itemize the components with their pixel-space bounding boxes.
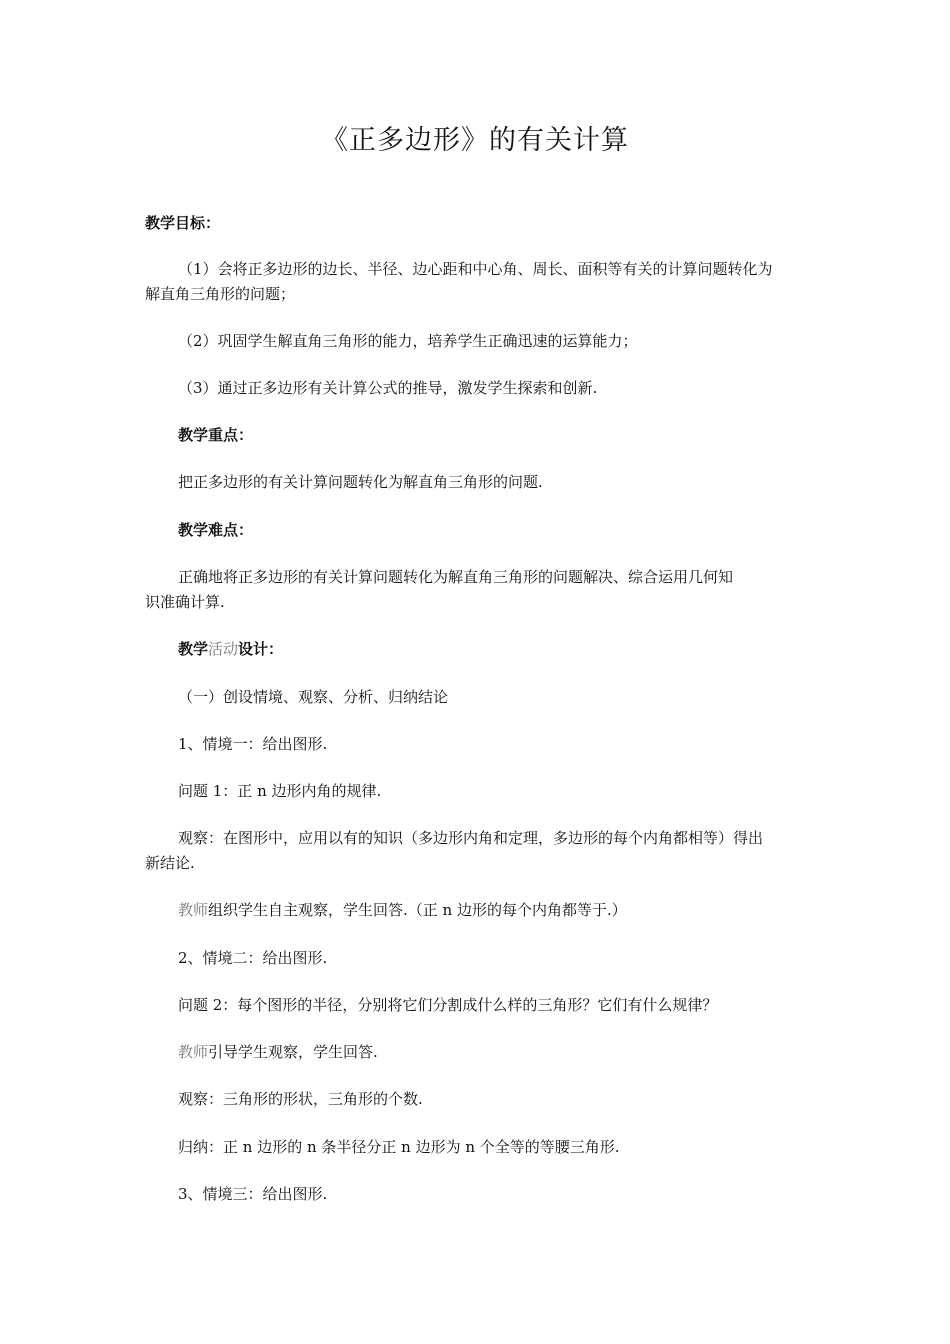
summary: 归纳：正 n 边形的 n 条半径分正 n 边形为 n 个全等的等腰三角形. [178, 1138, 620, 1156]
question-1: 问题 1：正 n 边形内角的规律. [178, 782, 382, 800]
difficulty-heading: 教学难点： [178, 521, 254, 539]
key-heading: 教学重点： [178, 426, 254, 444]
difficulty-line-2: 识准确计算. [145, 593, 225, 611]
goals-heading: 教学目标： [145, 214, 221, 232]
teacher-note-1 [178, 898, 627, 922]
scenario-1: 1、情境一：给出图形. [178, 735, 328, 753]
observation-2: 观察：三角形的形状，三角形的个数. [178, 1090, 423, 1108]
observation-1-line-2: 新结论. [145, 854, 195, 872]
design-heading-part-2: 活动 [208, 640, 239, 658]
teacher-note-2-text: 引导学生观察，学生回答. [208, 1043, 378, 1061]
design-heading-part-3: 设计： [238, 640, 284, 658]
difficulty-line-1: 正确地将正多边形的有关计算问题转化为解直角三角形的问题解决、综合运用几何知 [178, 568, 734, 586]
design-heading-part-1: 教学 [178, 640, 209, 658]
teacher-label-1: 教师 [178, 901, 209, 919]
page-title: 《正多边形》的有关计算 [321, 125, 629, 156]
teacher-label-2: 教师 [178, 1043, 209, 1061]
section-1-heading: （一）创设情境、观察、分析、归纳结论 [178, 688, 449, 706]
scenario-3: 3、情境三：给出图形. [178, 1185, 328, 1203]
observation-1-line-1: 观察：在图形中，应用以有的知识（多边形内角和定理，多边形的每个内角都相等）得出 [178, 829, 764, 847]
goal-1-line-2: 解直角三角形的问题； [145, 285, 296, 303]
teacher-note-2 [178, 1040, 378, 1064]
key-text: 把正多边形的有关计算问题转化为解直角三角形的问题. [178, 473, 543, 491]
scenario-2: 2、情境二：给出图形. [178, 949, 328, 967]
goal-1-line-1: （1）会将正多边形的边长、半径、边心距和中心角、周长、面积等有关的计算问题转化为 [178, 260, 773, 278]
question-2: 问题 2：每个图形的半径，分别将它们分割成什么样的三角形？它们有什么规律？ [178, 996, 718, 1014]
goal-2: （2）巩固学生解直角三角形的能力，培养学生正确迅速的运算能力； [178, 332, 638, 350]
goal-3: （3）通过正多边形有关计算公式的推导，激发学生探索和创新. [178, 379, 598, 397]
teacher-note-1-text: 组织学生自主观察，学生回答.（正 n 边形的每个内角都等于.） [208, 901, 627, 919]
design-heading [178, 637, 283, 661]
